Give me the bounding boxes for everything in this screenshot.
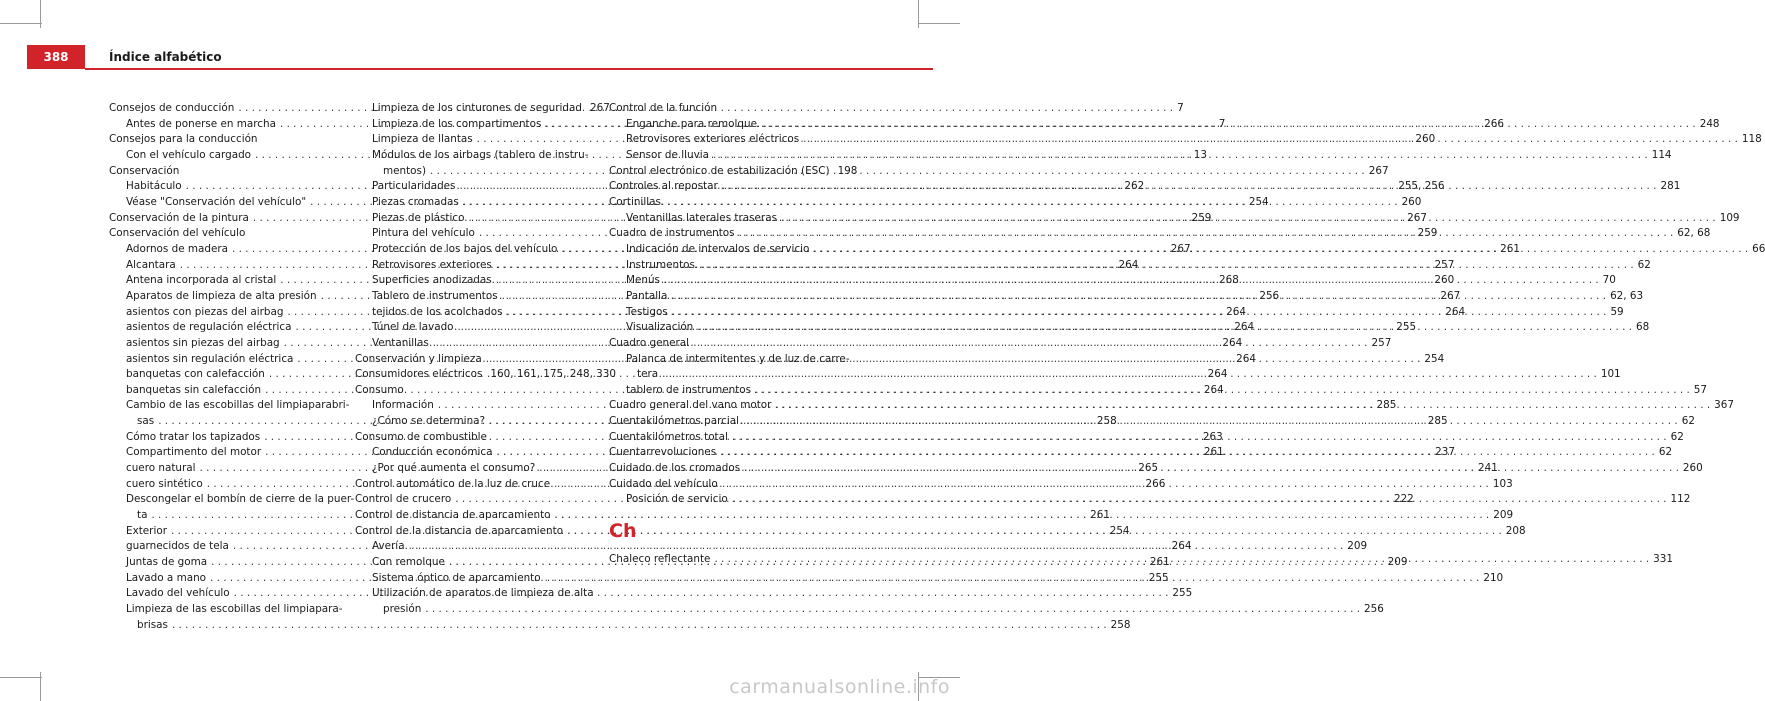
- dot-leader: [699, 258, 1634, 274]
- index-entry-text: ta: [137, 509, 148, 522]
- index-entry-text: Lavado a mano: [126, 571, 207, 584]
- page-reference: 101: [1600, 368, 1621, 381]
- index-entry-text: Visualización: [626, 321, 694, 334]
- page-number: 388: [27, 45, 85, 69]
- dot-leader: [739, 226, 1674, 242]
- page-reference: 255: [1148, 571, 1169, 584]
- index-heading: Consumo de combustible: [355, 430, 487, 443]
- page-reference: 264: [1222, 336, 1243, 349]
- index-entry-text: Antes de ponerse en marcha: [126, 117, 276, 130]
- index-entry-text: Piezas cromadas: [372, 195, 459, 208]
- page-reference: 112: [1670, 493, 1691, 506]
- index-entry-text: Ventanillas: [372, 336, 429, 349]
- index-entry-text: Cuentarrevoluciones: [609, 446, 717, 459]
- index-entry-text: ¿Por qué aumenta el consumo?: [372, 462, 536, 475]
- index-heading: Cuidado del vehículo: [609, 477, 718, 490]
- index-entry-text: Habitáculo: [126, 180, 182, 193]
- page-reference: 62: [1670, 430, 1684, 443]
- index-heading: Conservación: [109, 164, 180, 177]
- index-entry-text: Controles al repostar: [609, 180, 718, 193]
- page-reference: 57: [1693, 383, 1708, 396]
- dot-leader: [545, 571, 1480, 587]
- index-entry-text: Enganche para remolque: [626, 117, 757, 130]
- index-entry-text: asientos con piezas del airbag: [126, 305, 284, 318]
- dot-leader: [463, 195, 1398, 211]
- page-reference: 62, 68: [1677, 227, 1711, 240]
- page-reference: 258: [1096, 415, 1117, 428]
- index-entry-text: Menús: [626, 274, 660, 287]
- index-entry-text: Posición de servicio: [626, 493, 728, 506]
- index-entry-text: Consejos de conducción: [109, 102, 235, 114]
- dot-leader: [671, 289, 1606, 305]
- page-reference: 68: [1636, 321, 1650, 334]
- page-reference: 62: [1658, 446, 1673, 459]
- index-heading: Cortinillas: [609, 195, 661, 208]
- page-reference: 258: [1110, 618, 1131, 631]
- index-entry: [109, 618, 1131, 634]
- header-divider: [85, 68, 933, 70]
- page-reference: 257: [1434, 258, 1455, 271]
- page-reference: 254: [1248, 195, 1269, 208]
- index-entry-text: Compartimento del motor: [126, 446, 262, 459]
- dot-leader: [775, 398, 1710, 414]
- index-entry-text: Superficies anodizadas: [372, 274, 492, 287]
- page-reference: 264: [1445, 305, 1466, 318]
- index-entry-text: Utilización de aparatos de limpieza de alta: [372, 587, 594, 600]
- index-entry-text: Indicación de intervalos de servicio: [626, 242, 810, 255]
- index-entry-text: Piezas de plástico: [372, 211, 465, 224]
- index-entry-text: Cambio de las escobillas del limpiaparabri-: [126, 399, 350, 412]
- page-reference: 210: [1483, 571, 1504, 584]
- page-reference: 264: [1226, 305, 1246, 318]
- page-reference: 260: [1415, 133, 1436, 146]
- index-entry-text: cuero natural: [126, 462, 196, 475]
- crop-mark: [40, 0, 41, 28]
- index-entry-text: Testigos: [626, 305, 668, 318]
- page-reference: 208: [1505, 524, 1526, 537]
- crop-mark: [0, 677, 42, 678]
- index-entry-text: Módulos de los airbags (tablero de instru-: [372, 148, 589, 161]
- dot-leader: [732, 430, 1667, 446]
- dot-leader: [662, 367, 1597, 383]
- dot-leader: [743, 414, 1678, 430]
- page-reference: 237: [1435, 446, 1455, 459]
- page-reference: 265: [1138, 462, 1159, 475]
- dot-leader: [664, 273, 1599, 289]
- dot-leader: [714, 552, 1649, 568]
- index-entry-text: Retrovisores exteriores eléctricos: [626, 133, 800, 146]
- dot-leader: [172, 618, 1107, 634]
- index-entry-text: guarnecidos de tela: [126, 540, 229, 553]
- index-entry-text: Conducción económica: [372, 446, 493, 459]
- page-reference: 222: [1393, 493, 1414, 506]
- page-reference: 103: [1492, 477, 1513, 490]
- index-heading: Consumo: [355, 383, 404, 396]
- page-reference: 70: [1602, 274, 1616, 287]
- page-reference: 62, 63: [1610, 289, 1644, 302]
- page-reference: 261: [1090, 509, 1111, 522]
- page-reference: 267: [1368, 164, 1389, 177]
- index-entry-text: Limpieza de llantas: [372, 133, 473, 146]
- dot-leader: [755, 383, 1690, 399]
- page-reference: 209: [1387, 556, 1408, 569]
- index-entry-text: Protección de los bajos del vehículo: [372, 242, 558, 255]
- index-entry-text: Cuentakilómetros total: [609, 430, 728, 443]
- page-reference: 267: [589, 102, 610, 114]
- index-entry-text: Con remolque: [372, 556, 445, 569]
- page-reference: 261: [1203, 446, 1224, 459]
- index-entry-text: Ventanillas laterales traseras: [626, 211, 777, 224]
- dot-leader: [744, 461, 1679, 477]
- index-entry-text: Limpieza de los compartimentos: [372, 117, 542, 130]
- index-entry-text: Limpieza de los cinturones de seguridad: [372, 102, 582, 114]
- dot-leader: [697, 320, 1632, 336]
- index-entry-text: Control de distancia de aparcamiento: [355, 509, 551, 522]
- page-reference: 257: [1371, 336, 1392, 349]
- page-reference: 248: [1699, 117, 1720, 130]
- index-entry-text: Cuentakilómetros parcial: [609, 415, 739, 428]
- page-reference: 268: [1218, 274, 1239, 287]
- index-entry: [355, 101, 610, 117]
- page-reference: 13: [1193, 148, 1207, 161]
- page-reference: 118: [1741, 133, 1762, 146]
- index-entry-text: Control de crucero: [355, 493, 452, 506]
- index-entry-text: sas: [137, 415, 155, 428]
- index-entry-text: Conservación y limpieza: [355, 352, 482, 365]
- index-entry: [355, 602, 1384, 618]
- page-reference: 198: [837, 164, 858, 177]
- index-entry-text: brisas: [137, 618, 168, 631]
- page-reference: 7: [1177, 102, 1184, 114]
- page-reference: 331: [1653, 553, 1674, 566]
- index-heading: Cuadro general: [609, 336, 689, 349]
- watermark: carmanualsonline.info: [729, 676, 950, 698]
- index-entry-text: Cuidado de los cromados: [609, 462, 741, 475]
- index-entry-text: banquetas con calefacción: [126, 368, 265, 381]
- index-entry-text: cuero sintético: [126, 477, 203, 490]
- crop-mark: [0, 23, 42, 24]
- index-entry-text: Avería: [372, 540, 405, 553]
- page-reference: 367: [1714, 399, 1734, 412]
- page-reference: 262: [1124, 180, 1145, 193]
- index-entry-text: Información: [372, 399, 434, 412]
- index-entry-text: Control electrónico de estabilización (ESC): [609, 164, 830, 177]
- index-entry-text: ¿Cómo se determina?: [372, 415, 486, 428]
- index-entry-text: Véase "Conservación del vehículo": [126, 195, 307, 208]
- page-reference: 62: [1681, 415, 1695, 428]
- index-entry-text: Cómo tratar los tapizados: [126, 430, 261, 443]
- dot-leader: [781, 211, 1716, 227]
- index-heading: Conservación del vehículo: [109, 227, 246, 240]
- page-reference: 114: [1651, 148, 1672, 161]
- dot-leader: [803, 132, 1738, 148]
- page-reference: 285: [1427, 415, 1448, 428]
- index-entry-text: tablero de instrumentos: [626, 383, 752, 396]
- dot-leader: [425, 602, 1360, 618]
- page-reference: 285: [1376, 399, 1397, 412]
- dot-leader: [813, 242, 1748, 258]
- page-reference: 259: [1191, 211, 1212, 224]
- dot-leader: [433, 336, 1368, 352]
- index-entry-text: Descongelar el bombín de cierre de la puer-: [126, 493, 355, 506]
- page-reference: 209: [1493, 509, 1514, 522]
- dot-leader: [430, 164, 1365, 180]
- index-entry-text: Sistema óptico de aparcamiento: [372, 571, 541, 584]
- page-reference: 255: [1396, 321, 1417, 334]
- index-entry-text: Retrovisores exteriores: [372, 258, 492, 271]
- index-entry-text: asientos de regulación eléctrica: [126, 321, 292, 334]
- index-entry-text: Alcantara: [126, 258, 176, 271]
- index-entry-text: asientos sin regulación eléctrica: [126, 352, 294, 365]
- page-reference: 266: [1484, 117, 1504, 130]
- page-reference: 256: [1259, 289, 1280, 302]
- dot-leader: [761, 117, 1696, 133]
- index-entry: [609, 164, 858, 180]
- page-reference: 255: [1172, 587, 1193, 600]
- page-reference: 59: [1610, 305, 1624, 318]
- page-reference: 264: [1234, 321, 1255, 334]
- page-reference: 264: [1118, 258, 1139, 271]
- page-reference: 264: [1207, 368, 1228, 381]
- page-reference: 255, 256: [1398, 180, 1445, 193]
- index-entry-text: Exterior: [126, 524, 167, 537]
- page-reference: 62: [1637, 258, 1651, 271]
- page-reference: 267: [1440, 289, 1461, 302]
- index-entry-text: Juntas de goma: [126, 556, 208, 569]
- page-reference: 256: [1364, 603, 1384, 615]
- dot-leader: [713, 148, 1648, 164]
- index-entry-text: Chaleco reflectante: [609, 553, 711, 566]
- page-reference: 266: [1145, 477, 1166, 490]
- crop-mark: [918, 23, 960, 24]
- index-entry-text: banquetas sin calefacción: [126, 383, 262, 396]
- index-entry-text: Tablero de instrumentos: [372, 289, 498, 302]
- page-reference: 241: [1477, 462, 1498, 475]
- page-reference: 261: [1500, 242, 1520, 255]
- index-entry-text: Cuadro general del vano motor: [609, 399, 772, 412]
- page-reference: 260: [1682, 462, 1703, 475]
- page-reference: 264: [1171, 540, 1192, 553]
- page-reference: 261: [1149, 556, 1170, 569]
- page-reference: 7: [1218, 117, 1226, 130]
- index-entry-text: Antena incorporada al cristal: [126, 274, 277, 287]
- dot-leader: [732, 492, 1667, 508]
- index-entry-text: Adornos de madera: [126, 242, 229, 255]
- index-entry-text: asientos sin piezas del airbag: [126, 336, 280, 349]
- index-entry-text: Túnel de lavado: [372, 321, 454, 334]
- index-entry-text: tera: [637, 368, 659, 381]
- index-entry-text: tejidos de los acolchados: [372, 305, 503, 318]
- page-reference: 254: [1109, 524, 1130, 537]
- index-entry-text: Control de la distancia de aparcamiento: [355, 524, 564, 537]
- index-letter-heading: Ch: [609, 520, 637, 543]
- index-entry-text: Cuadro de instrumentos: [609, 227, 735, 240]
- page-reference: 281: [1660, 180, 1681, 193]
- index-entry-text: mentos): [383, 164, 426, 177]
- dot-leader: [720, 445, 1655, 461]
- index-entry-text: Aparatos de limpieza de alta presión: [126, 289, 317, 302]
- page-reference: 267: [1407, 211, 1428, 224]
- page-reference: 264: [1203, 383, 1224, 396]
- index-heading: Consejos para la conducción: [109, 133, 258, 146]
- page-reference: 66: [1752, 242, 1765, 255]
- index-entry-text: Lavado del vehículo: [126, 587, 230, 600]
- page-reference: 209: [1347, 540, 1368, 553]
- index-entry-text: Palanca de intermitentes y de luz de carre-: [626, 352, 850, 365]
- dot-leader: [672, 305, 1607, 321]
- index-entry-text: Particularidades: [372, 180, 456, 193]
- page-reference: 160, 161, 175, 248, 330: [490, 368, 617, 381]
- index-entry-text: presión: [383, 603, 422, 615]
- index-entry-text: Consumidores eléctricos: [355, 368, 483, 381]
- index-entry-text: Control automático de la luz de cruce: [355, 477, 551, 490]
- dot-leader: [722, 179, 1657, 195]
- index-entry-text: Limpieza de las escobillas del limpiapara-: [126, 603, 343, 615]
- crop-mark: [40, 672, 41, 701]
- index-entry-text: Pintura del vehículo: [372, 227, 475, 240]
- index-entry-text: Sensor de lluvia: [626, 148, 709, 161]
- page-reference: 260: [1434, 274, 1455, 287]
- index-heading: Control de la función: [609, 102, 718, 114]
- page-reference: 109: [1719, 211, 1740, 224]
- index-entry-text: Conservación de la pintura: [109, 211, 249, 224]
- page-reference: 254: [1424, 352, 1445, 365]
- index-entry: [355, 367, 617, 383]
- page-title: Índice alfabético: [109, 50, 222, 64]
- index-entry-text: Instrumentos: [626, 258, 695, 271]
- index-entry-text: Pantalla: [626, 289, 668, 302]
- page-reference: 264: [1236, 352, 1256, 365]
- page-reference: 267: [1170, 242, 1191, 255]
- crop-mark: [918, 0, 919, 28]
- page-reference: 259: [1417, 227, 1438, 240]
- index-entry-text: Con el vehículo cargado: [126, 148, 252, 161]
- page-reference: 260: [1401, 195, 1422, 208]
- page-reference: 263: [1202, 430, 1223, 443]
